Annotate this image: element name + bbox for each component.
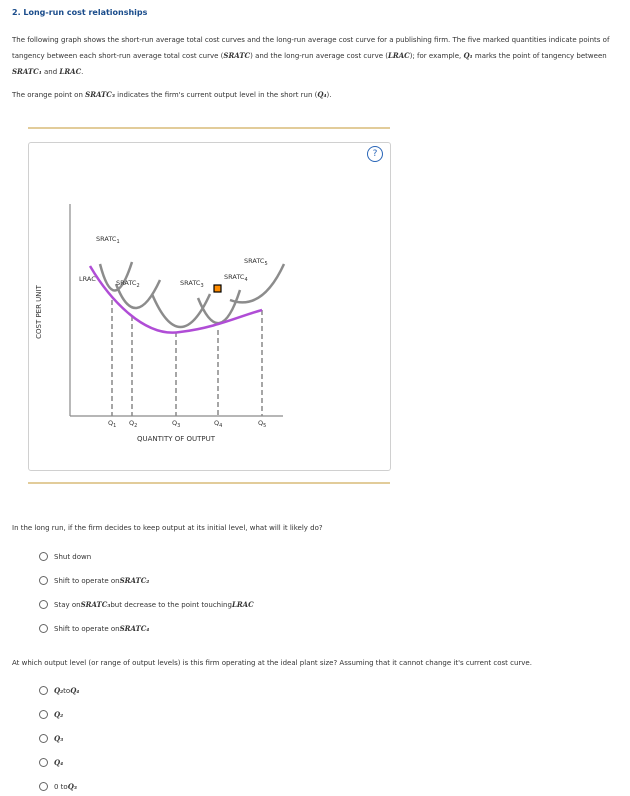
- radio-button[interactable]: [39, 758, 48, 767]
- radio-button[interactable]: [39, 576, 48, 585]
- y-axis-label: COST PER UNIT: [35, 285, 43, 339]
- tick-q5: $Q_5$: [258, 419, 267, 429]
- tick-q4: $Q_4$: [214, 419, 223, 429]
- tick-q1: $Q_1$: [108, 419, 117, 429]
- radio-button[interactable]: [39, 734, 48, 743]
- orange-point-note: The orange point on SRATC₃ indicates the firm's current output level in the short run (Q₄).: [12, 90, 332, 99]
- q1-option-stay-sratc3[interactable]: Stay on SRATC₃ but decrease to the point touching LRAC: [39, 600, 254, 609]
- radio-button[interactable]: [39, 624, 48, 633]
- question-2: At which output level (or range of output levels) is this firm operating at the ideal plant size? Assuming that it cannot change it's current cost curve.: [12, 659, 532, 667]
- radio-button[interactable]: [39, 686, 48, 695]
- q2-option-q2-to-q4[interactable]: Q₂ to Q₄: [39, 686, 79, 695]
- radio-button[interactable]: [39, 710, 48, 719]
- q2-option-q3[interactable]: Q₃: [39, 734, 63, 743]
- x-axis-label: QUANTITY OF OUTPUT: [136, 435, 216, 443]
- sratc3-label: $SRATC_3$: [180, 279, 204, 289]
- page-title: 2. Long-run cost relationships: [12, 8, 148, 17]
- divider-bottom: [28, 482, 390, 484]
- radio-button[interactable]: [39, 552, 48, 561]
- q2-option-q2[interactable]: Q₂: [39, 710, 63, 719]
- q1-option-shift-sratc4[interactable]: Shift to operate on SRATC₄: [39, 624, 149, 633]
- q1-option-shift-sratc2[interactable]: Shift to operate on SRATC₂: [39, 576, 149, 585]
- q2-option-q4[interactable]: Q₄: [39, 758, 63, 767]
- q2-option-0-to-q3[interactable]: 0 to Q₃: [39, 782, 77, 791]
- sratc4-label: $SRATC_4$: [224, 273, 248, 283]
- tick-q2: $Q_2$: [129, 419, 138, 429]
- graph-panel: [28, 142, 391, 471]
- divider-top: [28, 127, 390, 129]
- sratc5-label: $SRATC_5$: [244, 257, 268, 267]
- lrac-label: LRAC: [79, 275, 96, 283]
- radio-button[interactable]: [39, 600, 48, 609]
- question-1: In the long run, if the firm decides to keep output at its initial level, what will it likely do?: [12, 524, 323, 532]
- radio-button[interactable]: [39, 782, 48, 791]
- intro-paragraph: The following graph shows the short-run average total cost curves and the long-run average cost curve for a publishing firm. The five marked quantities indicate points of tangency between each short-run average total cost curve (SRATC) and the long-run average cost curve (LRAC); for example, Q₁ marks the point of tangency between SRATC₁ and LRAC.: [12, 36, 610, 76]
- help-icon[interactable]: ?: [367, 146, 383, 162]
- q1-option-shut-down[interactable]: Shut down: [39, 552, 91, 561]
- tick-q3: $Q_3$: [172, 419, 181, 429]
- sratc2-label: $SRATC_2$: [116, 279, 140, 289]
- sratc1-label: $SRATC_1$: [96, 235, 120, 245]
